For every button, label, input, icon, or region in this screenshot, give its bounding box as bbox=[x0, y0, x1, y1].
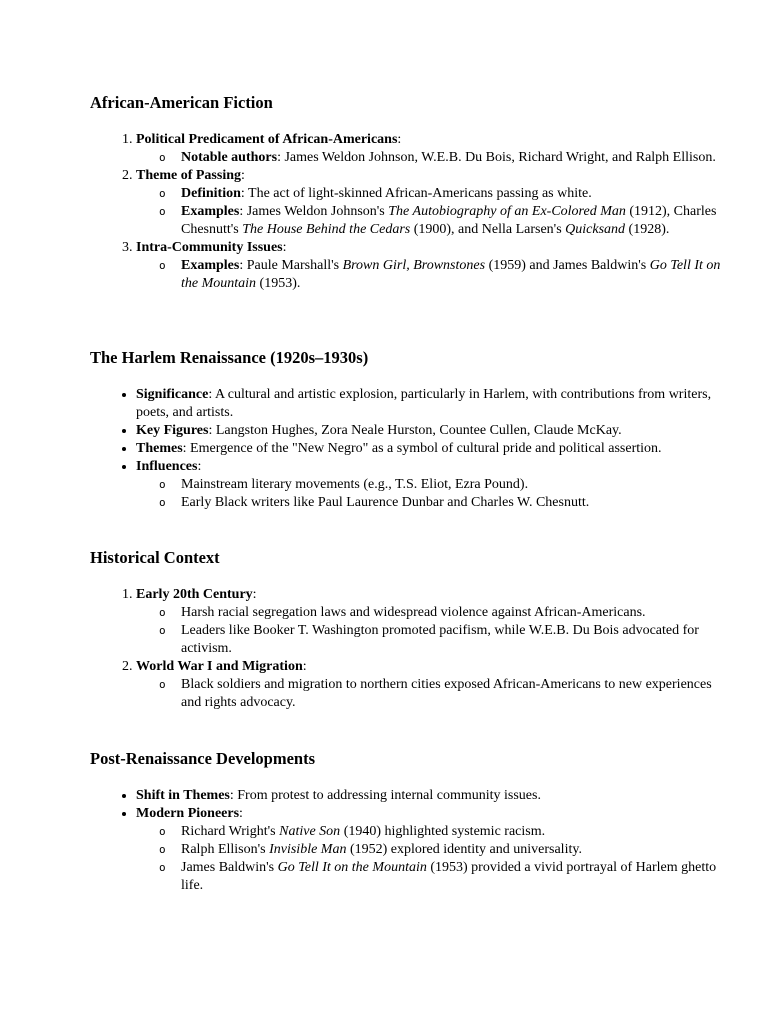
list-item: • Key Figures: Langston Hughes, Zora Neale Hurston, Countee Cullen, Claude McKay. bbox=[136, 422, 726, 440]
historical-numbered-list bbox=[90, 586, 726, 712]
sub-list bbox=[136, 604, 726, 658]
fiction-numbered-list bbox=[90, 131, 726, 293]
sub-list-item: o Early Black writers like Paul Laurence Dunbar and Charles W. Chesnutt. bbox=[181, 494, 726, 512]
list-item: • Influences: o Mainstream literary movements (e.g., T.S. Eliot, Ezra Pound). o Early Black writers like Paul Laurence Dunbar and Charles W. Chesnutt. bbox=[136, 458, 726, 512]
list-item: • Significance: A cultural and artistic explosion, particularly in Harlem, with contributions from writers, poets, and artists. bbox=[136, 386, 726, 422]
sub-list-item: o Examples: Paule Marshall's Brown Girl, Brownstones (1959) and James Baldwin's Go Tell It on the Mountain (1953). bbox=[181, 257, 726, 293]
post-renaissance-bullet-list bbox=[90, 787, 726, 895]
sub-list bbox=[136, 476, 726, 512]
section-heading-historical-context: Historical Context bbox=[90, 548, 220, 567]
section-heading-harlem-renaissance: The Harlem Renaissance (1920s–1930s) bbox=[90, 348, 369, 367]
list-item: 1. Political Predicament of African-Americans: o Notable authors: James Weldon Johnson, W.E.B. Du Bois, Richard Wright, and Ralph Ellison. bbox=[136, 131, 726, 167]
list-item: 2. Theme of Passing: o Definition: The act of light-skinned African-Americans passing as white. o Examples: James Weldon Johnson's The Autobiography of an Ex-Colored Man (1912), Charles Chesnutt's The House Behind the Cedars (1900), and Nella Larsen's Quicksand (1928). bbox=[136, 167, 726, 239]
section-heading-african-american-fiction: African-American Fiction bbox=[90, 93, 273, 112]
list-item: • Modern Pioneers: o Richard Wright's Native Son (1940) highlighted systemic racism. o Ralph Ellison's Invisible Man (1952) explored identity and universality. o James Baldwin's Go Tell It on the Mountain (1953) provided a vivid portrayal of Harlem ghetto life. bbox=[136, 805, 726, 895]
sub-list-item: o Definition: The act of light-skinned African-Americans passing as white. bbox=[181, 185, 726, 203]
list-item: • Shift in Themes: From protest to addressing internal community issues. bbox=[136, 787, 726, 805]
list-item: 3. Intra-Community Issues: o Examples: Paule Marshall's Brown Girl, Brownstones (1959) and James Baldwin's Go Tell It on the Mountain (1953). bbox=[136, 239, 726, 293]
section-heading-post-renaissance: Post-Renaissance Developments bbox=[90, 749, 316, 768]
sub-list bbox=[136, 257, 726, 293]
sub-list-item: o Examples: James Weldon Johnson's The Autobiography of an Ex-Colored Man (1912), Charles Chesnutt's The House Behind the Cedars (1900), and Nella Larsen's Quicksand (1928). bbox=[181, 203, 726, 239]
sub-list-item: o James Baldwin's Go Tell It on the Mountain (1953) provided a vivid portrayal of Harlem ghetto life. bbox=[181, 859, 726, 895]
list-item: 2. World War I and Migration: o Black soldiers and migration to northern cities exposed African-Americans to new experiences and rights advocacy. bbox=[136, 658, 726, 712]
list-item: • Themes: Emergence of the "New Negro" as a symbol of cultural pride and political assertion. bbox=[136, 440, 726, 458]
sub-list-item: o Richard Wright's Native Son (1940) highlighted systemic racism. bbox=[181, 823, 726, 841]
sub-list-item: o Black soldiers and migration to northern cities exposed African-Americans to new experiences and rights advocacy. bbox=[181, 676, 726, 712]
sub-list-item: o Notable authors: James Weldon Johnson, W.E.B. Du Bois, Richard Wright, and Ralph Ellison. bbox=[181, 149, 726, 167]
sub-list-item: o Mainstream literary movements (e.g., T.S. Eliot, Ezra Pound). bbox=[181, 476, 726, 494]
harlem-bullet-list bbox=[90, 386, 726, 512]
sub-list-item: o Harsh racial segregation laws and widespread violence against African-Americans. bbox=[181, 604, 726, 622]
sub-list bbox=[136, 185, 726, 239]
sub-list-item: o Leaders like Booker T. Washington promoted pacifism, while W.E.B. Du Bois advocated for activism. bbox=[181, 622, 726, 658]
sub-list bbox=[136, 676, 726, 712]
list-item: 1. Early 20th Century: o Harsh racial segregation laws and widespread violence against African-Americans. o Leaders like Booker T. Washington promoted pacifism, while W.E.B. Du Bois advocated for activism. bbox=[136, 586, 726, 658]
sub-list bbox=[136, 823, 726, 895]
sub-list-item: o Ralph Ellison's Invisible Man (1952) explored identity and universality. bbox=[181, 841, 726, 859]
sub-list bbox=[136, 149, 726, 167]
